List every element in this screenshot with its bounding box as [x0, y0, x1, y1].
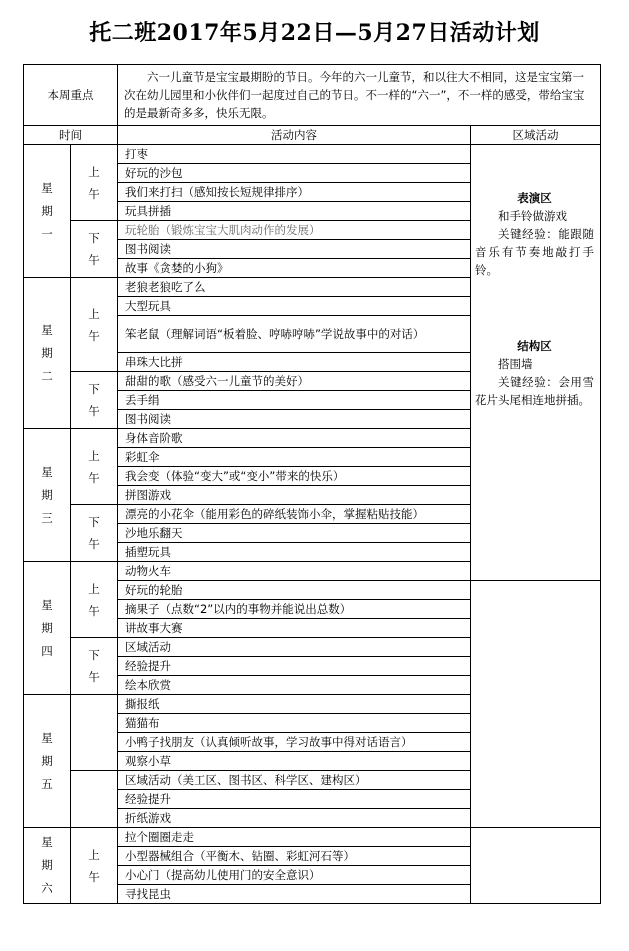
am-label: 上 午 [71, 278, 118, 372]
activity-item: 讲故事大赛 [118, 619, 471, 638]
zone-performance-title: 表演区 [517, 191, 552, 205]
activity-item: 猫猫布 [118, 714, 471, 733]
header-content: 活动内容 [118, 126, 471, 145]
pm-label: 下 午 [71, 372, 118, 429]
activity-plan-table [23, 64, 601, 904]
activity-item: 好玩的沙包 [118, 164, 471, 183]
day-label-thursday: 星 期 四 [24, 562, 71, 695]
activity-item: 拼图游戏 [118, 486, 471, 505]
zone-performance-key: 关键经验：能跟随音乐有节奏地敲打手铃。 [475, 227, 594, 277]
header-zone: 区域活动 [471, 126, 601, 145]
am-label: 上 午 [71, 429, 118, 505]
activity-item: 图书阅读 [118, 240, 471, 259]
activity-item: 丢手绢 [118, 391, 471, 410]
activity-item: 经验提升 [118, 790, 471, 809]
activity-item: 好玩的轮胎 [118, 581, 471, 600]
activity-item: 寻找昆虫 [118, 885, 471, 904]
zone-construction-activity: 搭围墙 [498, 357, 533, 371]
activity-item: 动物火车 [118, 562, 471, 581]
activity-item: 经验提升 [118, 657, 471, 676]
day-label-monday: 星 期 一 [24, 145, 71, 278]
pm-label: 下 午 [71, 505, 118, 562]
activity-item: 撕报纸 [118, 695, 471, 714]
activity-item: 身体音阶歌 [118, 429, 471, 448]
activity-item: 故事《贪婪的小狗》 [118, 259, 471, 278]
am-label: 上 午 [71, 828, 118, 904]
activity-item: 区域活动（美工区、图书区、科学区、建构区） [118, 771, 471, 790]
am-label: 上 午 [71, 145, 118, 221]
pm-label: 下 午 [71, 221, 118, 278]
activity-item: 玩轮胎（锻炼宝宝大肌肉动作的发展） [118, 221, 471, 240]
activity-item: 插塑玩具 [118, 543, 471, 562]
activity-item: 甜甜的歌（感受六一儿童节的美好） [118, 372, 471, 391]
activity-item: 我会变（体验“变大”或“变小”带来的快乐） [118, 467, 471, 486]
page-title: 托二班2017年5月22日—5月27日活动计划 [89, 20, 540, 46]
activity-item: 小鸭子找朋友（认真倾听故事，学习故事中得对话语言） [118, 733, 471, 752]
activity-item: 老狼老狼吃了么 [118, 278, 471, 297]
table-header-row [24, 126, 601, 145]
activity-item: 漂亮的小花伞（能用彩色的碎纸装饰小伞，掌握粘贴技能） [118, 505, 471, 524]
activity-item: 拉个圈圈走走 [118, 828, 471, 847]
focus-label: 本周重点 [24, 65, 118, 126]
zone-performance-activity: 和手铃做游戏 [498, 209, 567, 223]
pm-label: 下 午 [71, 638, 118, 695]
day-label-wednesday: 星 期 三 [24, 429, 71, 562]
activity-item: 小心门（提高幼儿使用门的安全意识） [118, 866, 471, 885]
activity-item: 打枣 [118, 145, 471, 164]
activity-item: 大型玩具 [118, 297, 471, 316]
zone-empty-cell [471, 828, 601, 904]
zone-construction-key: 关键经验：会用雪花片头尾相连地拼插。 [475, 375, 594, 407]
activity-item: 玩具拼插 [118, 202, 471, 221]
activity-item: 笨老鼠（理解词语“板着脸、哼哧哼哧”学说故事中的对话） [118, 316, 471, 353]
activity-item: 摘果子（点数“2”以内的事物并能说出总数） [118, 600, 471, 619]
activity-item: 图书阅读 [118, 410, 471, 429]
activity-item: 折纸游戏 [118, 809, 471, 828]
zone-construction-title: 结构区 [517, 339, 552, 353]
day-label-friday: 星 期 五 [24, 695, 71, 828]
activity-item: 小型器械组合（平衡木、钻圈、彩虹河石等） [118, 847, 471, 866]
day-label-saturday: 星 期 六 [24, 828, 71, 904]
activity-item: 我们来打扫（感知按长短规律排序） [118, 183, 471, 202]
activity-item: 观察小草 [118, 752, 471, 771]
activity-item: 彩虹伞 [118, 448, 471, 467]
focus-row [24, 65, 601, 126]
table-row [24, 145, 601, 164]
focus-text: 六一儿童节是宝宝最期盼的节日。今年的六一儿童节，和以往大不相同，这是宝宝第一次在幼儿园里和小伙伴们一起度过自己的节日。不一样的“六一”，不一样的感受，带给宝宝的是最新奇多多，快乐无限。 [118, 65, 601, 126]
activity-item: 区域活动 [118, 638, 471, 657]
activity-item: 串珠大比拼 [118, 353, 471, 372]
am-label: 上 午 [71, 562, 118, 638]
activity-item: 沙地乐翻天 [118, 524, 471, 543]
am-label-empty [71, 695, 118, 771]
pm-label-empty [71, 771, 118, 828]
activity-item: 绘本欣赏 [118, 676, 471, 695]
day-label-tuesday: 星 期 二 [24, 278, 71, 429]
zone-activities-cell [471, 145, 601, 581]
header-time: 时间 [24, 126, 118, 145]
